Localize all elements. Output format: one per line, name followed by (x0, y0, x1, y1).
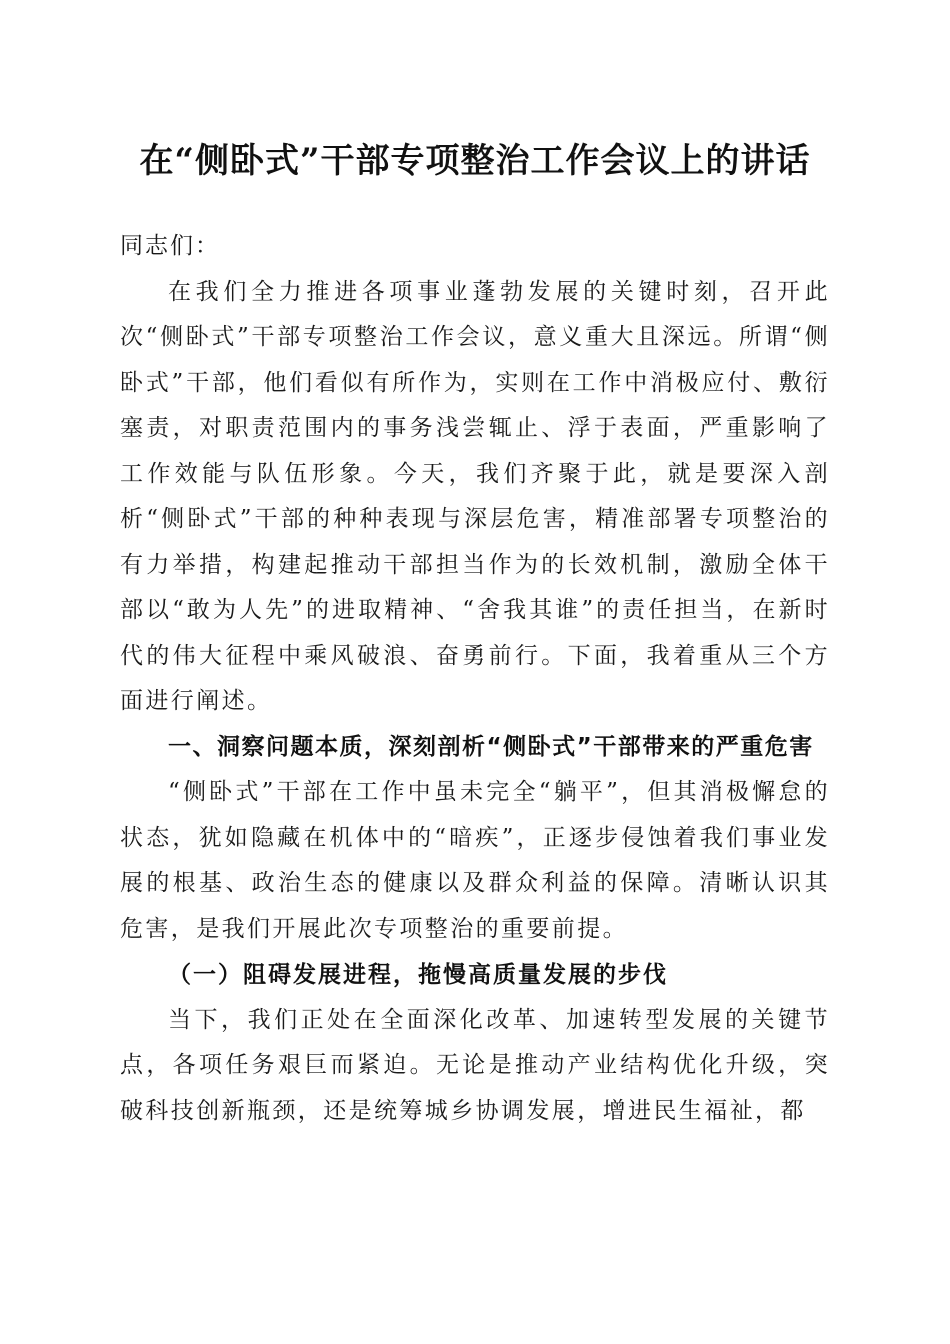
section-heading: 一、洞察问题本质，深刻剖析“侧卧式”干部带来的严重危害 (168, 733, 814, 760)
subsection-paragraph: 当下，我们正处在全面深化改革、加速转型发展的关键节点，各项任务艰巨而紧迫。无论是推动产业结构优化升级，突破科技创新瓶颈，还是统筹城乡协调发展，增进民生福祉，都 (120, 1006, 830, 1124)
intro-paragraph: 在我们全力推进各项事业蓬勃发展的关键时刻，召开此次“侧卧式”干部专项整治工作会议，意义重大且深远。所谓“侧卧式”干部，他们看似有所作为，实则在工作中消极应付、敷衍塞责，对职责范围内的事务浅尝辄止、浮于表面，严重影响了工作效能与队伍形象。今天，我们齐聚于此，就是要深入剖析“侧卧式”干部的种种表现与深层危害，精准部署专项整治的有力举措，构建起推动干部担当作为的长效机制，激励全体干部以“敢为人先”的进取精神、“舍我其谁”的责任担当，在新时代的伟大征程中乘风破浪、奋勇前行。下面，我着重从三个方面进行阐述。 (120, 278, 830, 714)
salutation: 同志们： (120, 233, 220, 259)
page-title: 在“侧卧式”干部专项整治工作会议上的讲话 (139, 141, 811, 181)
section-paragraph: “侧卧式”干部在工作中虽未完全“躺平”，但其消极懈怠的状态，犹如隐藏在机体中的“暗疾”，正逐步侵蚀着我们事业发展的根基、政治生态的健康以及群众利益的保障。清晰认识其危害，是我们开展此次专项整治的重要前提。 (120, 779, 830, 942)
document-body (120, 138, 830, 1134)
subsection-heading: （一）阻碍发展进程，拖慢高质量发展的步伐 (168, 961, 668, 988)
